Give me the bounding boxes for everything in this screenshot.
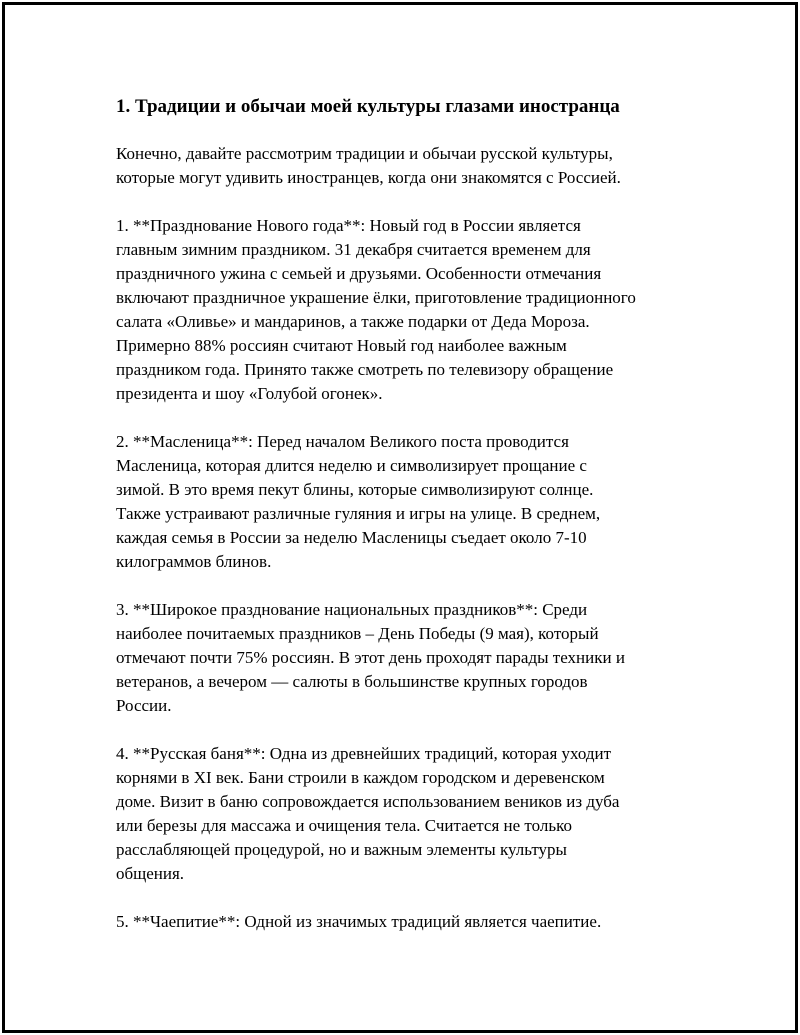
text-line: праздником года. Принято также смотреть по телевизору обращение xyxy=(116,360,614,379)
paragraph-tea xyxy=(116,910,716,934)
document-body xyxy=(116,94,716,958)
text-line: 4. **Русская баня**: Одна из древнейших традиций, которая уходит xyxy=(116,744,612,763)
text-line: которые могут удивить иностранцев, когда они знакомятся с Россией. xyxy=(116,168,621,187)
text-line: зимой. В это время пекут блины, которые символизируют солнце. xyxy=(116,480,594,499)
text-line: России. xyxy=(116,696,172,715)
text-line: общения. xyxy=(116,864,185,883)
text-line: наиболее почитаемых праздников – День Победы (9 мая), который xyxy=(116,624,599,643)
text-line: праздничного ужина с семьей и друзьями. Особенности отмечания xyxy=(116,264,602,283)
paragraph-intro xyxy=(116,142,716,190)
paragraph-national-holidays xyxy=(116,598,716,718)
paragraph-banya xyxy=(116,742,716,886)
paragraph-new-year xyxy=(116,214,716,406)
text-line: корнями в XI век. Бани строили в каждом городском и деревенском xyxy=(116,768,605,787)
text-line: президента и шоу «Голубой огонек». xyxy=(116,384,383,403)
text-line: Масленица, которая длится неделю и символизирует прощание с xyxy=(116,456,587,475)
text-line: Конечно, давайте рассмотрим традиции и обычаи русской культуры, xyxy=(116,144,613,163)
text-line: Примерно 88% россиян считают Новый год наиболее важным xyxy=(116,336,567,355)
text-line: главным зимним праздником. 31 декабря считается временем для xyxy=(116,240,591,259)
text-line: каждая семья в России за неделю Масленицы съедает около 7-10 xyxy=(116,528,587,547)
text-line: Также устраивают различные гуляния и игры на улице. В среднем, xyxy=(116,504,601,523)
text-line: доме. Визит в баню сопровождается использованием веников из дуба xyxy=(116,792,620,811)
text-line: расслабляющей процедурой, но и важным элементы культуры xyxy=(116,840,567,859)
text-line: салата «Оливье» и мандаринов, а также подарки от Деда Мороза. xyxy=(116,312,590,331)
text-line: отмечают почти 75% россиян. В этот день проходят парады техники и xyxy=(116,648,625,667)
paragraph-maslenitsa xyxy=(116,430,716,574)
text-line: 1. **Празднование Нового года**: Новый год в России является xyxy=(116,216,581,235)
document-title: 1. Традиции и обычаи моей культуры глазами иностранца xyxy=(116,96,620,117)
text-line: 5. **Чаепитие**: Одной из значимых традиций является чаепитие. xyxy=(116,912,602,931)
text-line: или березы для массажа и очищения тела. Считается не только xyxy=(116,816,573,835)
text-line: включают праздничное украшение ёлки, приготовление традиционного xyxy=(116,288,636,307)
text-line: ветеранов, а вечером — салюты в большинстве крупных городов xyxy=(116,672,588,691)
text-line: 2. **Масленица**: Перед началом Великого поста проводится xyxy=(116,432,569,451)
text-line: килограммов блинов. xyxy=(116,552,272,571)
text-line: 3. **Широкое празднование национальных праздников**: Среди xyxy=(116,600,588,619)
